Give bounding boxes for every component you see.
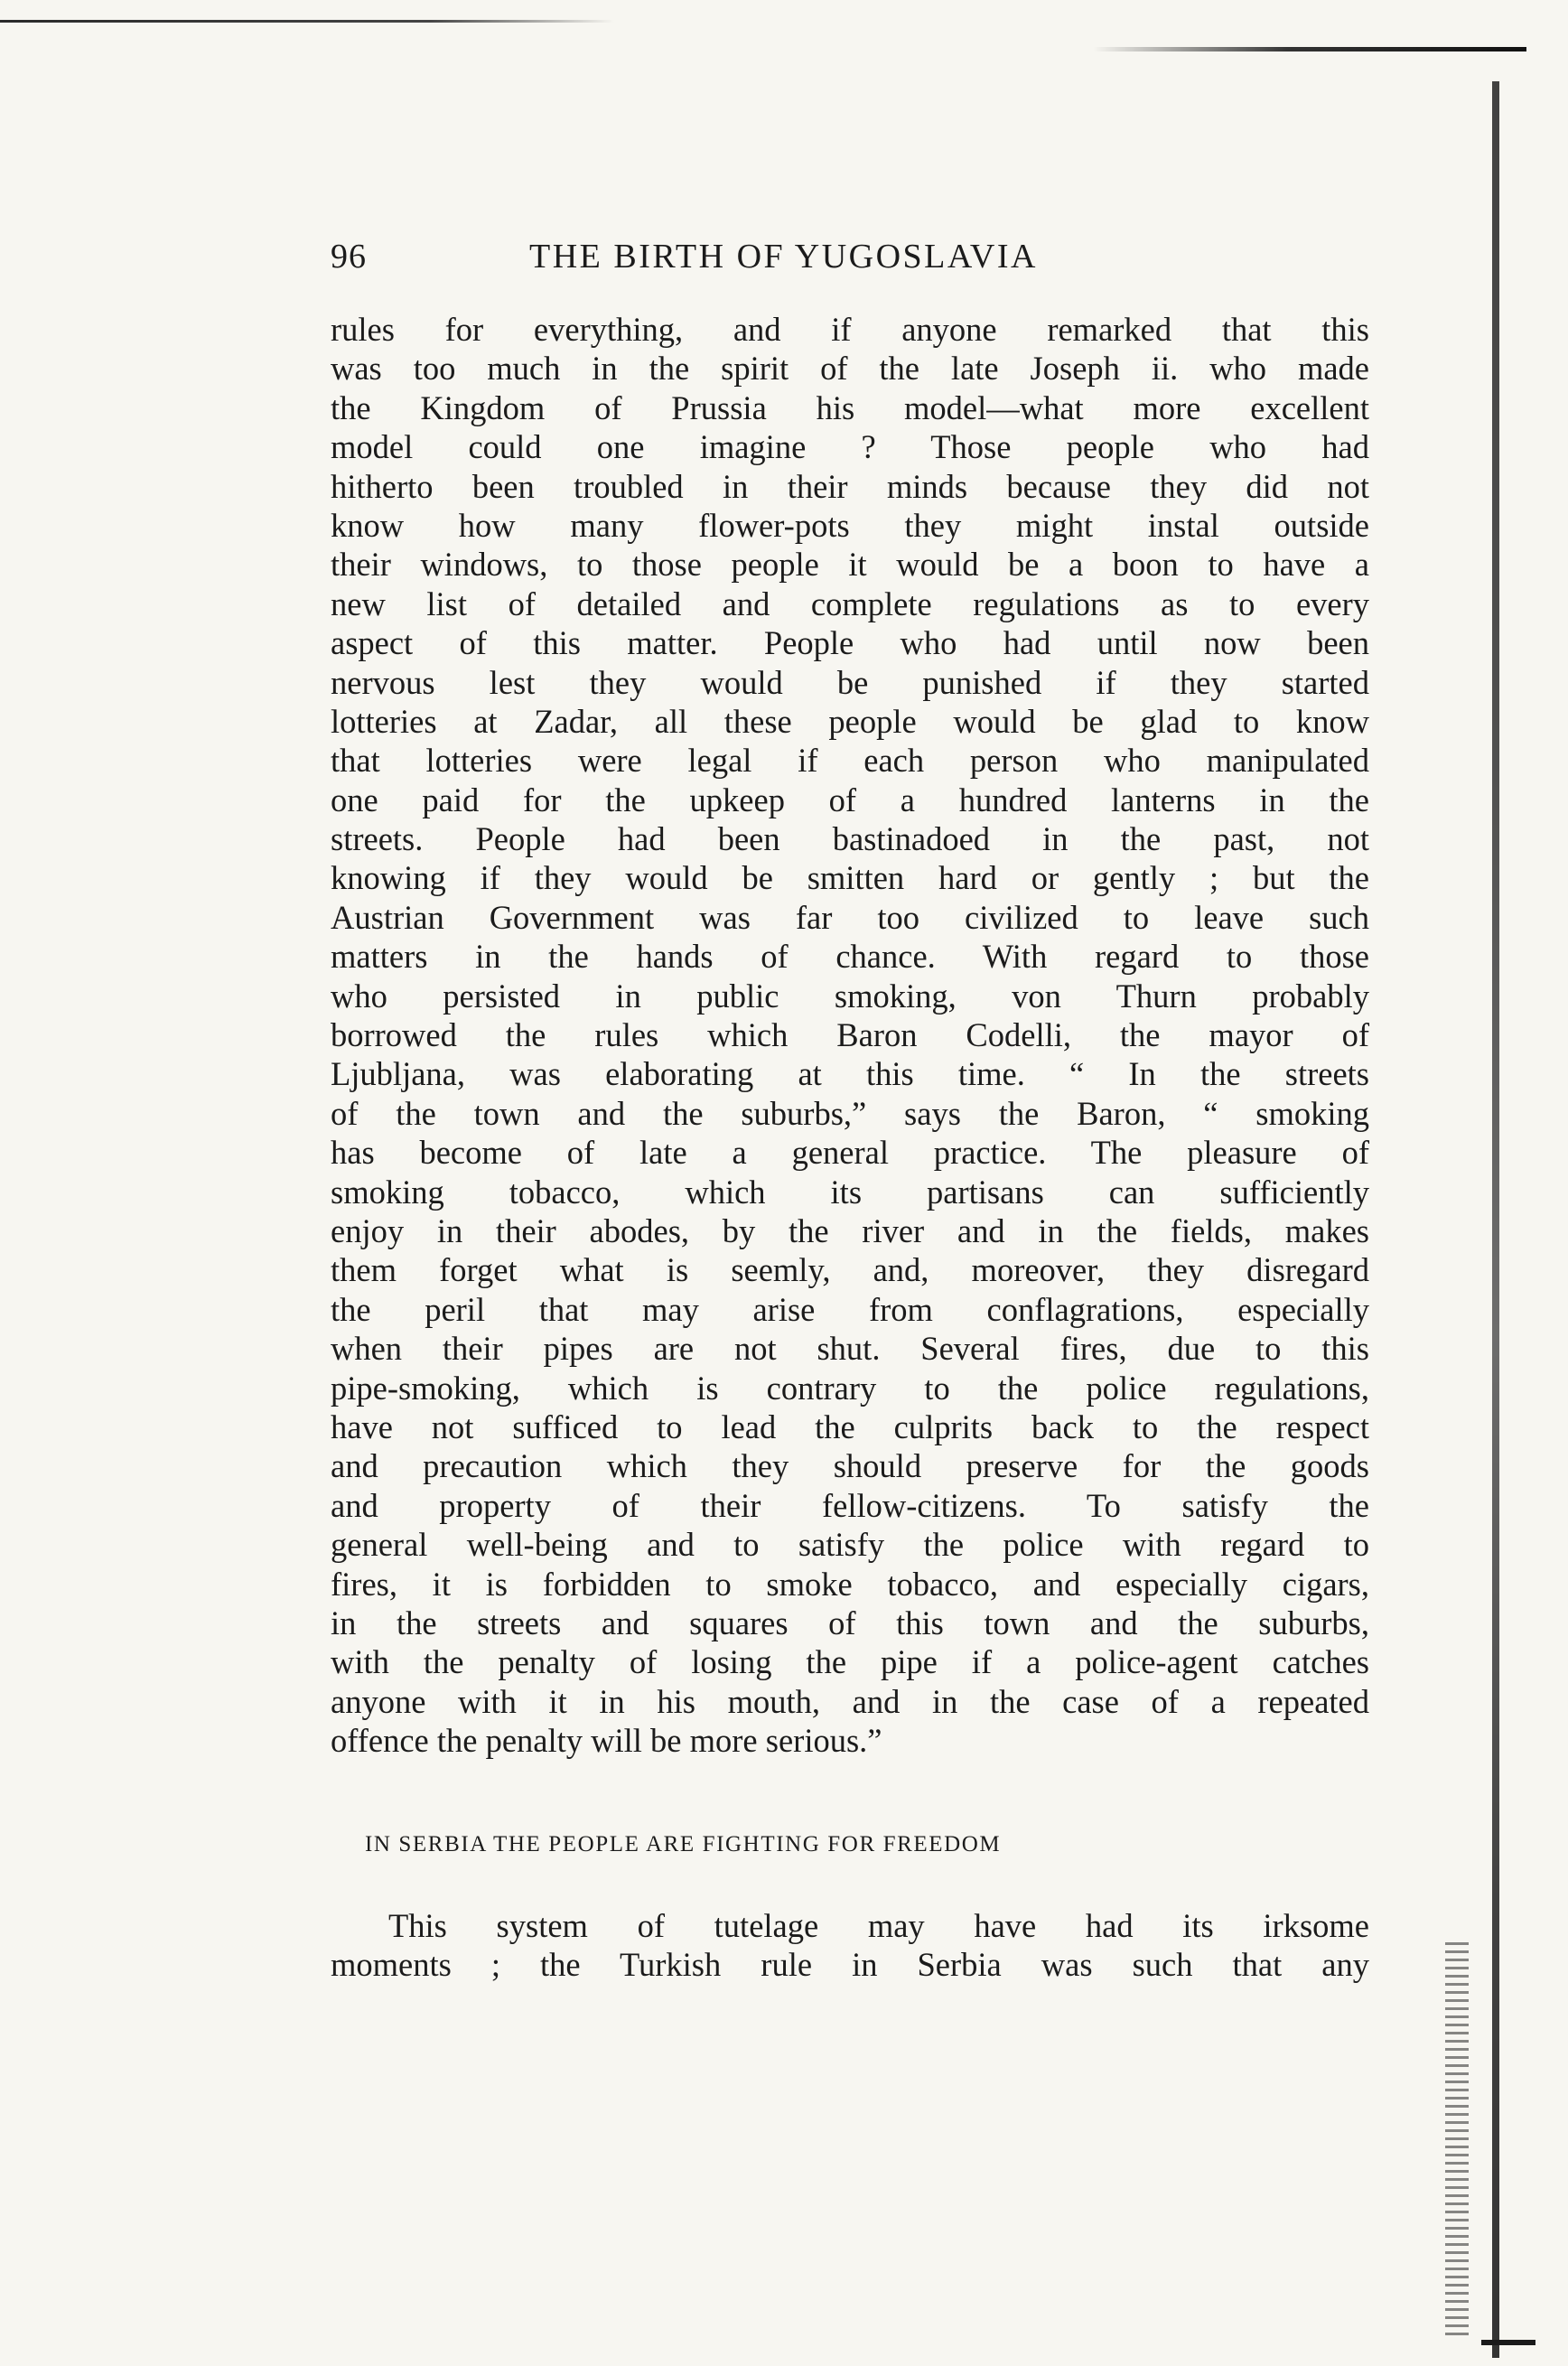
text-line: knowing if they would be smitten hard or gently ; but the	[331, 859, 1369, 897]
text-line: model could one imagine ? Those people who had	[331, 428, 1369, 466]
text-line: nervous lest they would be punished if they started	[331, 663, 1369, 701]
text-line: fires, it is forbidden to smoke tobacco, and especially cigars,	[331, 1565, 1369, 1603]
text-line: rules for everything, and if anyone remarked that this	[331, 311, 1369, 348]
text-line: aspect of this matter. People who had until now been	[331, 624, 1369, 662]
body-paragraph	[331, 310, 1369, 1760]
text-line: offence the penalty will be more serious.”	[331, 1722, 882, 1760]
text-line: pipe-smoking, which is contrary to the police regulations,	[331, 1369, 1369, 1407]
text-line: was too much in the spirit of the late Joseph ii. who made	[331, 350, 1369, 388]
text-line: in the streets and squares of this town and the suburbs,	[331, 1604, 1369, 1641]
text-line: enjoy in their abodes, by the river and in the fields, makes	[331, 1211, 1369, 1249]
text-line: Austrian Government was far too civilized to leave such	[331, 898, 1369, 936]
text-line: new list of detailed and complete regulations as to every	[331, 584, 1369, 622]
text-line: smoking tobacco, which its partisans can sufficiently	[331, 1173, 1369, 1211]
text-line: has become of late a general practice. The pleasure of	[331, 1134, 1369, 1172]
scan-edge-right	[1492, 81, 1499, 2358]
section-heading: IN SERBIA THE PEOPLE ARE FIGHTING FOR FREEDOM	[365, 1832, 1002, 1856]
text-line: moments ; the Turkish rule in Serbia was such that any	[331, 1946, 1369, 1984]
scan-edge-bottom	[1481, 2340, 1535, 2345]
text-line: and precaution which they should preserve for the goods	[331, 1447, 1369, 1485]
text-line: their windows, to those people it would be a boon to have a	[331, 546, 1369, 584]
text-line: them forget what is seemly, and, moreover, they disregard	[331, 1251, 1369, 1289]
text-line: of the town and the suburbs,” says the Baron, “ smoking	[331, 1094, 1369, 1132]
text-line: one paid for the upkeep of a hundred lanterns in the	[331, 781, 1369, 818]
text-line: This system of tutelage may have had its irksome	[388, 1907, 1369, 1944]
text-line: who persisted in public smoking, von Thurn probably	[331, 977, 1369, 1015]
text-line: borrowed the rules which Baron Codelli, the mayor of	[331, 1016, 1369, 1054]
text-line: the Kingdom of Prussia his model—what more excellent	[331, 388, 1369, 426]
text-line: streets. People had been bastinadoed in the past, not	[331, 820, 1369, 858]
text-line: Ljubljana, was elaborating at this time. “ In the streets	[331, 1055, 1369, 1093]
text-line: with the penalty of losing the pipe if a police-agent catches	[331, 1643, 1369, 1681]
text-line: and property of their fellow-citizens. To satisfy the	[331, 1486, 1369, 1524]
text-line: that lotteries were legal if each person who manipulated	[331, 742, 1369, 780]
scan-edge-noise	[1445, 1942, 1469, 2340]
text-line: know how many flower-pots they might instal outside	[331, 506, 1369, 544]
page-number: 96	[331, 238, 367, 276]
text-line: the peril that may arise from conflagrations, especially	[331, 1290, 1369, 1328]
scan-edge-top	[0, 20, 614, 23]
text-line: lotteries at Zadar, all these people would be glad to know	[331, 702, 1369, 740]
text-line: matters in the hands of chance. With regard to those	[331, 938, 1369, 976]
running-head	[331, 237, 1369, 282]
running-title: THE BIRTH OF YUGOSLAVIA	[529, 238, 1038, 276]
text-line: when their pipes are not shut. Several fires, due to this	[331, 1330, 1369, 1368]
text-line: anyone with it in his mouth, and in the case of a repeated	[331, 1682, 1369, 1720]
scan-edge-top-right	[1093, 47, 1526, 51]
text-line: general well-being and to satisfy the police with regard to	[331, 1526, 1369, 1564]
text-line: hitherto been troubled in their minds because they did not	[331, 467, 1369, 505]
text-line: have not sufficed to lead the culprits back to the respect	[331, 1407, 1369, 1445]
section-paragraph	[331, 1906, 1369, 1985]
